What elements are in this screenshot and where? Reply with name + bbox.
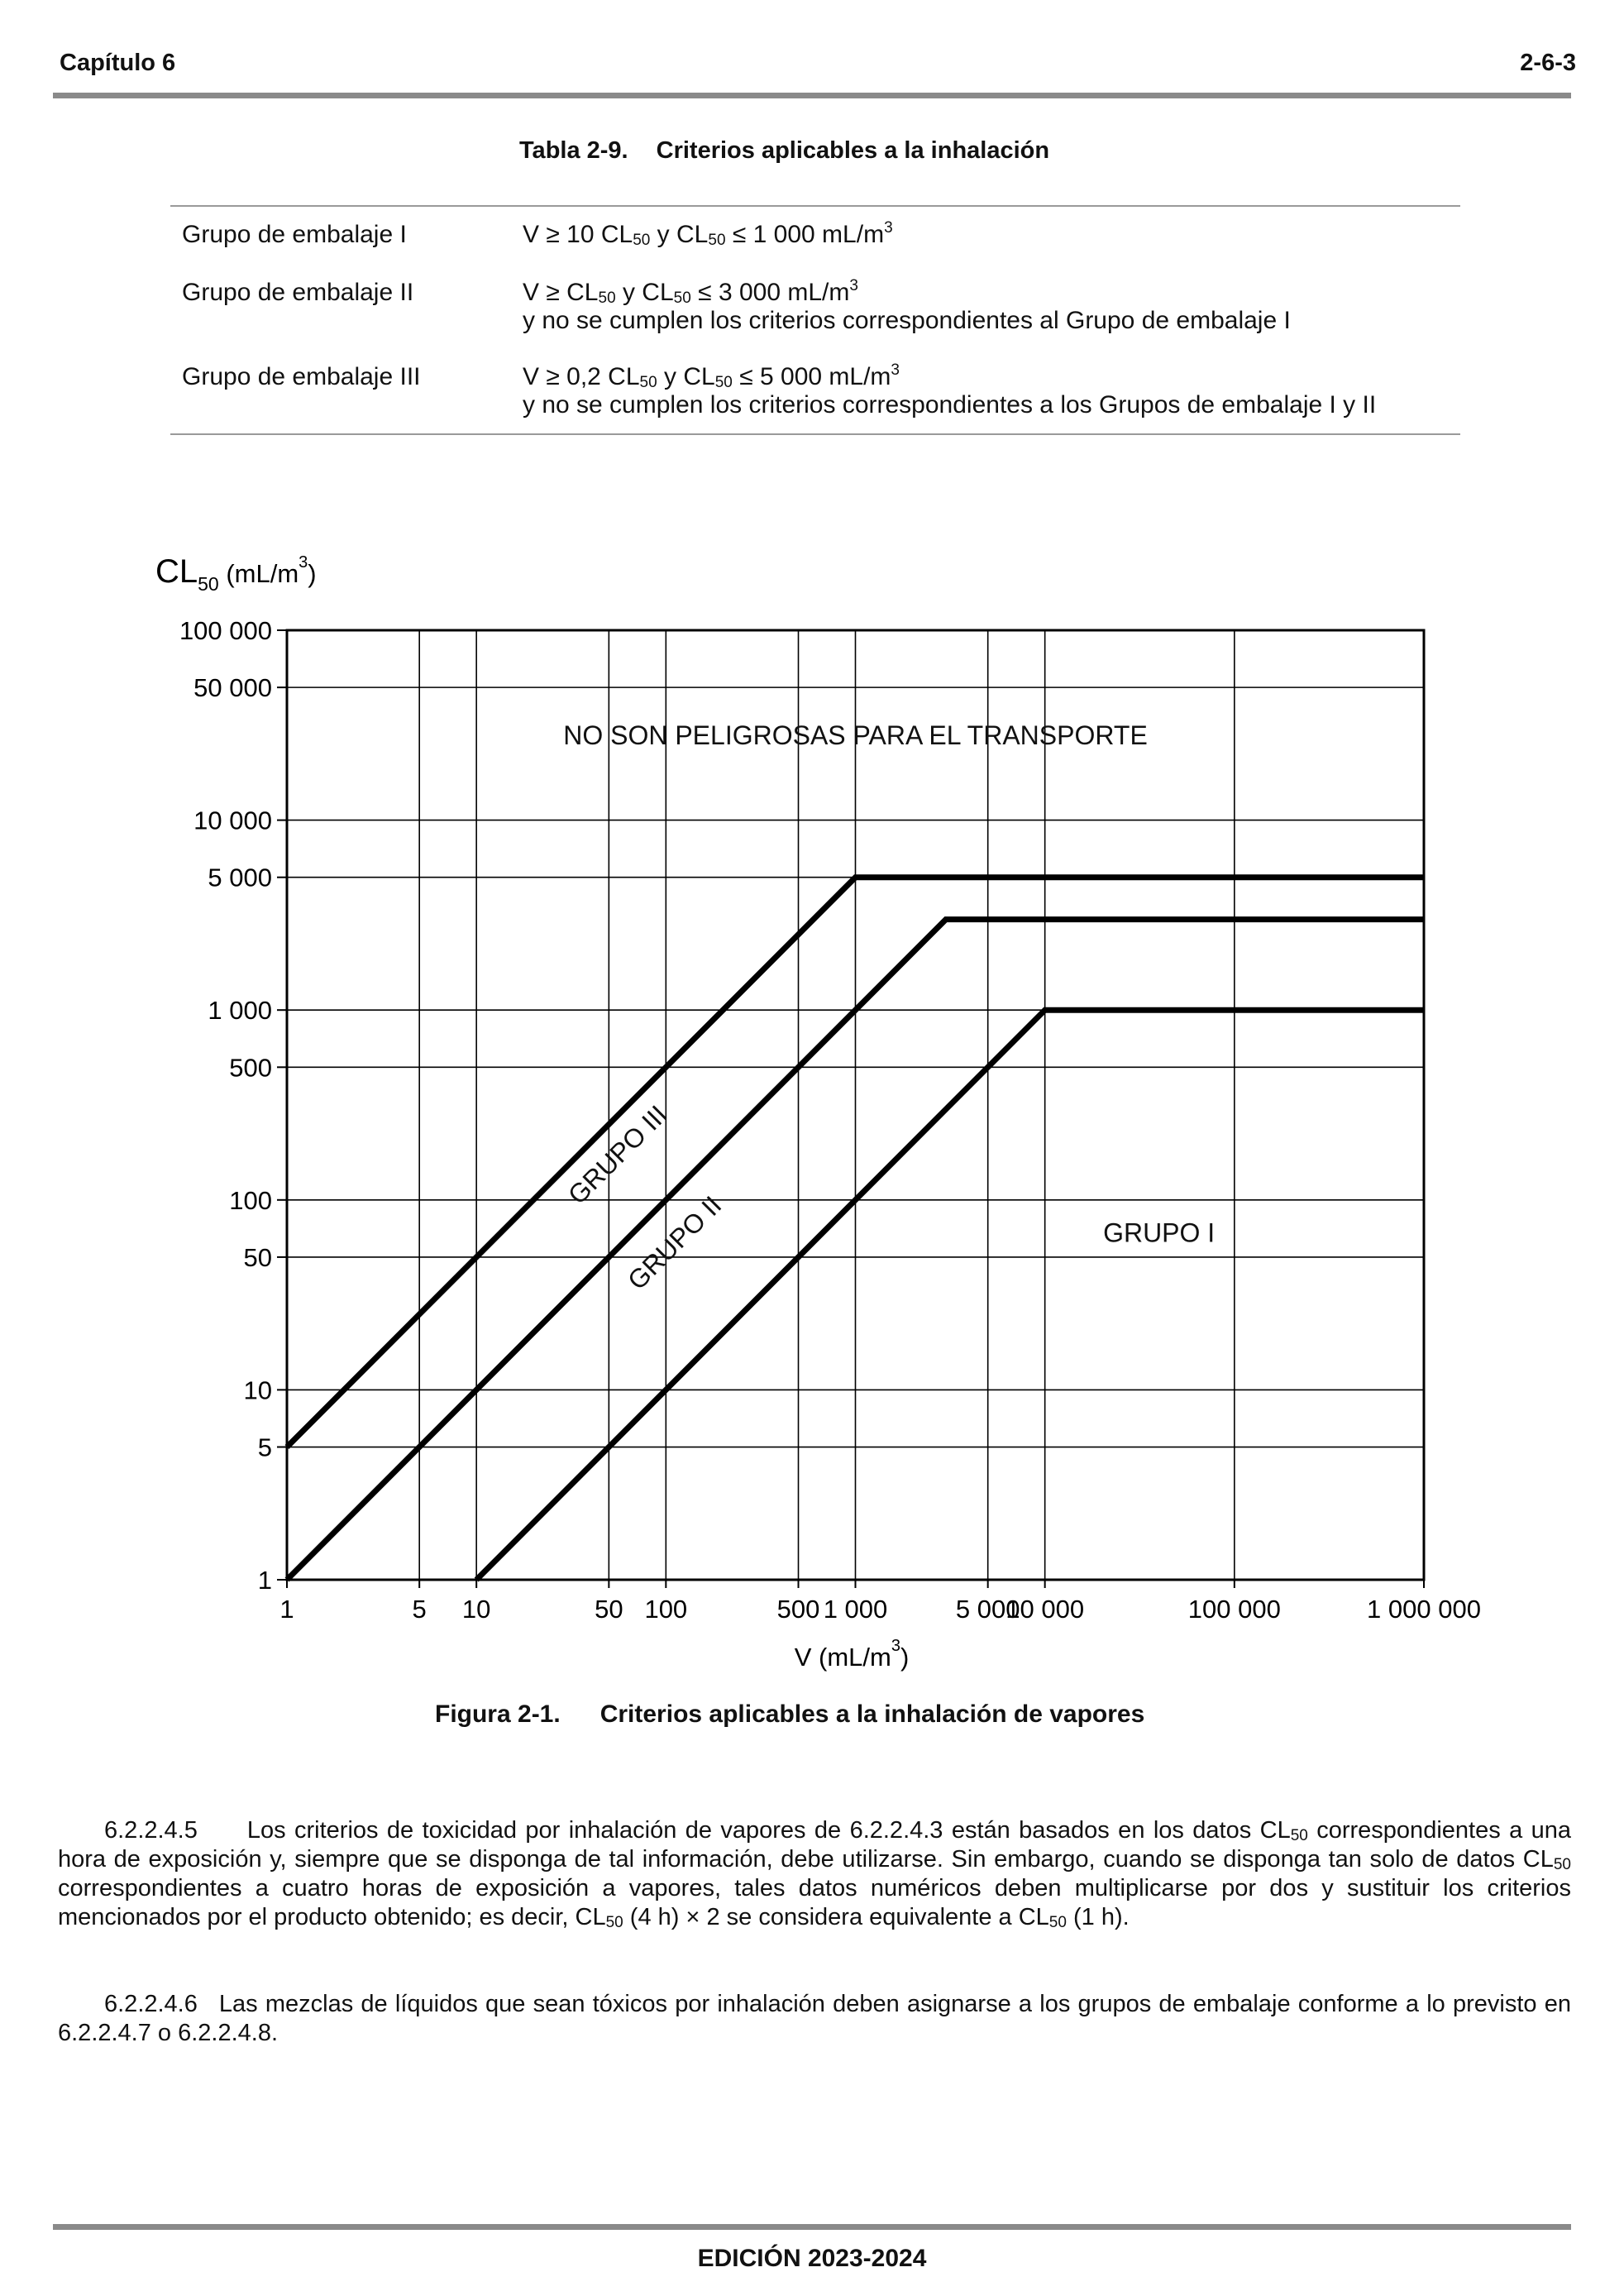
table-row-group-label: Grupo de embalaje III [182,363,421,390]
x-tick-labels [279,1595,1481,1624]
x-tick-label: 10 [461,1595,491,1624]
footer-rule [53,2224,1571,2230]
y-tick-label: 1 000 [208,996,272,1026]
group-iii-label: GRUPO III [561,1099,673,1210]
edition-label: EDICIÓN 2023-2024 [697,2245,927,2272]
y-tick-label: 500 [229,1053,272,1083]
table-row-group-label: Grupo de embalaje I [182,221,407,248]
y-tick-label: 1 [257,1566,272,1595]
paragraph-6-2-2-4-6: 6.2.2.4.6 Las mezclas de líquidos que sean tóxicos por inhalación deben asignarse a los grupos de embalaje conforme a lo previsto en 6.2.2.4.7 o 6.2.2.4.8. [58,1991,1571,2046]
y-tick-label: 5 [257,1433,272,1462]
table-row-criteria: V ≥ 0,2 $CL_{50}$ y $CL_{50} \le 5$ 000 $mL/m^3$ [523,361,900,391]
paragraph-number: 6.2.2.4.6 [104,1991,198,2017]
chart-grid [287,630,1424,1580]
y-tick-label: 5 000 [208,863,272,892]
table-title: Criterios aplicables a la inhalación [656,137,1050,164]
y-tick-labels [179,616,272,1595]
figure-number: Figura 2-1. [435,1700,561,1728]
region-label: NO SON PELIGROSAS PARA EL TRANSPORTE [563,720,1148,751]
x-tick-label: 1 000 [823,1595,888,1624]
group-ii-label: GRUPO II [622,1189,728,1296]
series-line [476,1010,1424,1580]
x-tick-label: 5 000 [955,1595,1020,1624]
y-tick-label: 50 000 [193,673,272,703]
table-row-criteria-note: y no se cumplen los criterios correspondientes al Grupo de embalaje I [523,307,1291,334]
y-tick-label: 10 [243,1375,272,1405]
y-tick-label: 10 000 [193,806,272,835]
x-tick-label: 10 000 [1005,1595,1085,1624]
paragraph-number: 6.2.2.4.5 [104,1817,198,1844]
table-row-criteria: $V \ge CL_{50}$ y $CL_{50} \le 3$ 000 $mL/m^3$ [523,277,858,307]
x-tick-label: 5 [412,1595,427,1624]
axis-ticks [277,630,1424,1588]
x-tick-label: 100 000 [1187,1595,1281,1624]
table-number: Tabla 2-9. [519,137,628,164]
group-i-label: GRUPO I [1103,1217,1216,1248]
chapter-label: Capítulo 6 [60,50,176,76]
table-row-group-label: Grupo de embalaje II [182,279,414,306]
y-tick-label: 50 [243,1242,272,1272]
page-number: 2-6-3 [1520,50,1576,76]
x-axis-label: V $(mL/m^3)$ [794,1637,910,1672]
x-tick-label: 100 [644,1595,688,1624]
figure-caption [435,1700,1144,1729]
y-tick-label: 100 000 [179,616,272,645]
table-row-criteria: V ≥ 10 $CL_{50}$ y $CL_{50} \le 1$ 000 $mL/m^3$ [523,219,893,249]
x-tick-label: 500 [776,1595,820,1624]
paragraph-6-2-2-4-5: 6.2.2.4.5 Los criterios de toxicidad por inhalación de vapores de 6.2.2.4.3 están basados en los datos $CL_{50}$ correspondientes a una hora de exposición y, siempre que se disponga de tal información, debe utilizarse. Sin embargo, cuando se disponga tan solo de datos $CL_{50}$ correspondientes a cuatro horas de exposición a vapores, tales datos numéricos deben multiplicarse por dos y sustituir los criterios mencionados por el producto obtenido; es decir, $CL_{50}$ (4 h) × 2 se considera equivalente a $CL_{50}$ (1 h). [58,1817,1571,1931]
x-tick-label: 1 000 000 [1367,1595,1481,1624]
x-tick-label: 1 [279,1595,294,1624]
figure-title: Criterios aplicables a la inhalación de vapores [599,1700,1145,1728]
y-tick-label: 100 [229,1185,272,1215]
x-tick-label: 50 [595,1595,623,1624]
table-row-criteria-note: y no se cumplen los criterios correspondientes a los Grupos de embalaje I y II [523,391,1377,419]
y-axis-label: $CL_{50}$ $^{(mL/m3}_)$ [155,553,317,595]
